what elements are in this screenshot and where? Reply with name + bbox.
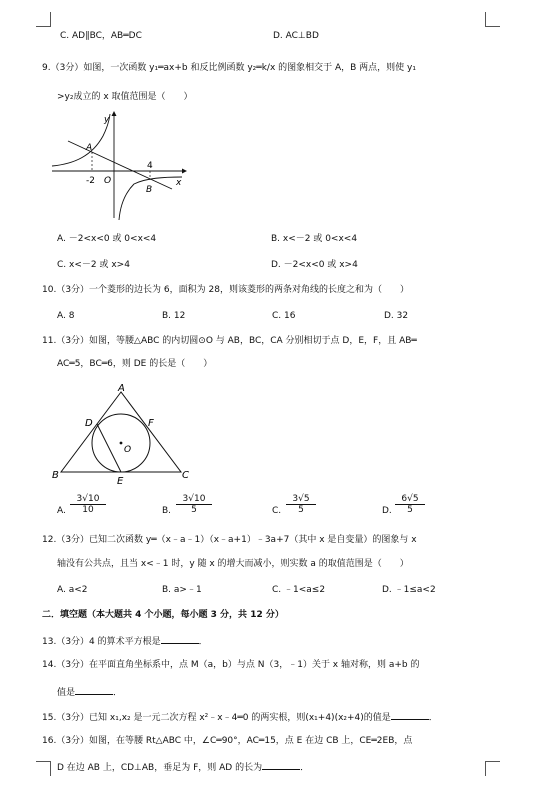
y-axis-arrow-icon bbox=[112, 111, 117, 116]
q9-stem-line1: 9.（3分）如图，一次函数 y₁═ax+b 和反比例函数 y₂═k/x 的图象相交于 A，B 两点，则使 y₁ bbox=[42, 63, 416, 73]
q16-answer-blank[interactable] bbox=[262, 760, 300, 770]
corner-mark-bottom-left bbox=[36, 761, 51, 776]
q15-text: 15.（3分）已知 x₁,x₂ 是一元二次方程 x²﹣x﹣4═0 的两实根，则(x₁+4)(x₂+4)的值是 bbox=[42, 713, 391, 723]
q8-option-d: D. AC⊥BD bbox=[273, 31, 319, 41]
linear-function-line bbox=[68, 141, 172, 189]
vertex-c-label: C bbox=[182, 470, 189, 481]
q12-option-d: D. ﹣1≤a<2 bbox=[382, 585, 436, 595]
q11-option-a-numerator: 3√10 bbox=[70, 494, 106, 505]
q14-stem-line2: 值是 ． bbox=[57, 685, 122, 699]
q14-stem-line1: 14.（3分）在平面直角坐标系中，点 M（a，b）与点 N（3，﹣1）关于 x 轴对称，则 a+b 的 bbox=[42, 660, 420, 670]
q16-text-line2: D 在边 AB 上，CD⊥AB，垂足为 F，则 AD 的长为 bbox=[57, 763, 263, 773]
q11-option-c-label: C. bbox=[272, 506, 282, 516]
origin-label: O bbox=[104, 176, 112, 186]
segment-de bbox=[97, 424, 121, 472]
q11-option-d-label: D. bbox=[382, 506, 392, 516]
q11-incircle-figure bbox=[48, 380, 198, 490]
q11-option-d-fraction bbox=[395, 494, 425, 515]
y-axis-label: y bbox=[104, 115, 110, 125]
q15-answer-blank[interactable] bbox=[391, 710, 429, 720]
q9-stem-line2: >y₂成立的 x 取值范围是（ ） bbox=[57, 92, 193, 102]
q14-text-line2: 值是 bbox=[57, 688, 76, 698]
center-o-dot bbox=[120, 442, 123, 445]
q12-stem-line1: 12.（3分）已知二次函数 y═（x﹣a﹣1）（x﹣a+1）﹣3a+7（其中 x 是自变量）的图象与 x bbox=[42, 535, 417, 545]
x-axis-arrow-icon bbox=[182, 169, 187, 174]
q10-option-a: A. 8 bbox=[57, 311, 75, 321]
tick-label-neg2: -2 bbox=[86, 176, 95, 186]
q15-stem: 15.（3分）已知 x₁,x₂ 是一元二次方程 x²﹣x﹣4═0 的两实根，则(x₁+4)(x₂+4)的值是 ． bbox=[42, 710, 438, 724]
q12-option-b: B. a>﹣1 bbox=[162, 585, 202, 595]
q12-option-a: A. a<2 bbox=[57, 585, 88, 595]
x-axis-label: x bbox=[176, 178, 182, 188]
q11-option-b-numerator: 3√10 bbox=[176, 494, 212, 505]
q9-option-d: D. －2<x<0 或 x>4 bbox=[271, 260, 358, 270]
q11-option-c-denominator: 5 bbox=[298, 505, 304, 515]
q11-option-b-label: B. bbox=[162, 506, 172, 516]
corner-mark-bottom-right bbox=[485, 761, 500, 776]
q9-option-c: C. x<－2 或 x>4 bbox=[57, 260, 130, 270]
q9-function-graph bbox=[48, 108, 188, 220]
q13-text: 13.（3分）4 的算术平方根是 bbox=[42, 637, 161, 647]
q10-option-d: D. 32 bbox=[384, 311, 409, 321]
q16-stem-line2: D 在边 AB 上，CD⊥AB，垂足为 F，则 AD 的长为 ． bbox=[57, 760, 309, 774]
q13-stem: 13.（3分）4 的算术平方根是 ． bbox=[42, 634, 208, 648]
point-a-label: A bbox=[86, 143, 93, 153]
q14-answer-blank[interactable] bbox=[75, 685, 113, 695]
vertex-a-label: A bbox=[118, 383, 125, 394]
q9-option-b: B. x<－2 或 0<x<4 bbox=[271, 234, 358, 244]
corner-mark-top-left bbox=[36, 12, 51, 27]
tick-label-4: 4 bbox=[147, 161, 153, 171]
vertex-b-label: B bbox=[52, 470, 59, 481]
q12-option-c: C. ﹣1<a≤2 bbox=[272, 585, 326, 595]
hyperbola-branch-left bbox=[52, 114, 110, 166]
q13-answer-blank[interactable] bbox=[161, 634, 199, 644]
hyperbola-branch-right bbox=[119, 177, 182, 220]
corner-mark-top-right bbox=[485, 12, 500, 27]
q10-option-b: B. 12 bbox=[162, 311, 186, 321]
q11-option-d-denominator: 5 bbox=[407, 505, 413, 515]
point-e-label: E bbox=[117, 476, 124, 487]
q11-option-c-numerator: 3√5 bbox=[286, 494, 316, 505]
q11-option-a-denominator: 10 bbox=[82, 505, 94, 515]
q11-option-a-label: A. bbox=[57, 506, 66, 516]
q12-stem-line2: 轴没有公共点，且当 x<﹣1 时，y 随 x 的增大而减小，则实数 a 的取值范围是（ ） bbox=[57, 559, 409, 569]
point-b-label: B bbox=[146, 185, 153, 195]
q16-stem-line1: 16.（3分）如图，在等腰 Rt△ABC 中，∠C═90°，AC═15，点 E 在边 CB 上，CE═2EB，点 bbox=[42, 736, 413, 746]
q11-option-c-fraction bbox=[286, 494, 316, 515]
q11-option-b-denominator: 5 bbox=[191, 505, 197, 515]
point-f-label: F bbox=[148, 418, 154, 429]
q11-option-a-fraction bbox=[70, 494, 106, 515]
q11-stem-line2: AC═5，BC═6，则 DE 的长是（ ） bbox=[57, 359, 213, 369]
q10-option-c: C. 16 bbox=[272, 311, 296, 321]
center-o-label: O bbox=[124, 445, 132, 455]
q10-stem: 10.（3分）一个菱形的边长为 6，面积为 28，则该菱形的两条对角线的长度之和为（ ） bbox=[42, 285, 409, 295]
section-2-heading: 二．填空题（本大题共 4 个小题，每小题 3 分，共 12 分） bbox=[42, 610, 284, 620]
q8-option-c: C. AD∥BC，AB═DC bbox=[60, 31, 142, 41]
q11-option-d-numerator: 6√5 bbox=[395, 494, 425, 505]
q11-option-b-fraction bbox=[176, 494, 212, 515]
point-d-label: D bbox=[85, 418, 93, 429]
q11-stem-line1: 11.（3分）如图，等腰△ABC 的内切圆⊙O 与 AB，BC，CA 分别相切于点 D，E，F，且 AB═ bbox=[42, 336, 417, 346]
q9-option-a: A. －2<x<0 或 0<x<4 bbox=[57, 234, 157, 244]
triangle-abc bbox=[61, 392, 181, 472]
